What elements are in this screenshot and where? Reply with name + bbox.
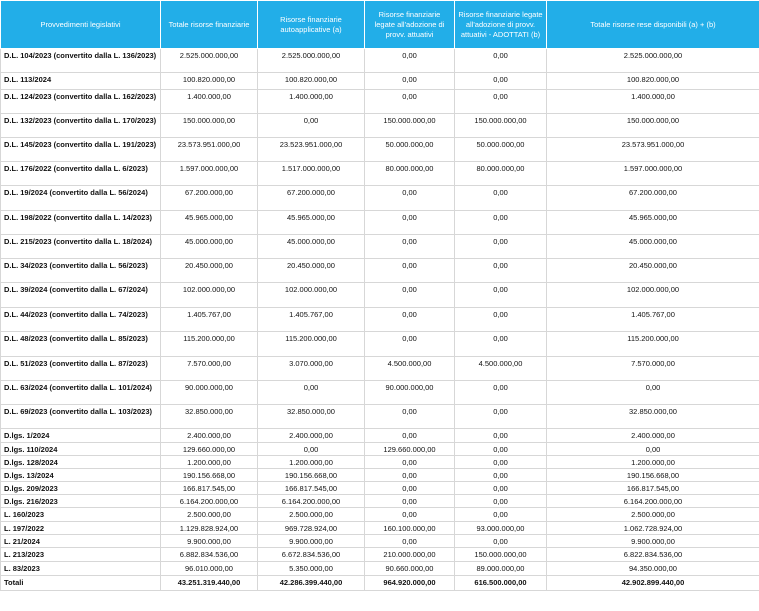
provvedimento-cell: D.L. 176/2022 (convertito dalla L. 6/2023) [1,162,161,186]
provvedimento-cell: L. 21/2024 [1,535,161,548]
value-cell: 0,00 [455,186,547,211]
value-cell: 0,00 [455,90,547,114]
provvedimento-cell: D.lgs. 13/2024 [1,469,161,482]
value-cell: 190.156.668,00 [258,469,365,482]
value-cell: 100.820.000,00 [258,73,365,90]
table-row [1,211,759,235]
value-cell: 2.525.000.000,00 [161,49,258,73]
value-cell: 969.728.924,00 [258,522,365,535]
value-cell: 2.500.000,00 [547,508,759,522]
table-row [1,381,759,405]
value-cell: 102.000.000,00 [161,283,258,308]
value-cell: 6.822.834.536,00 [547,548,759,562]
value-cell: 0,00 [365,495,455,508]
value-cell: 6.164.200.000,00 [547,495,759,508]
totals-value: 42.902.899.440,00 [547,576,759,591]
value-cell: 0,00 [365,469,455,482]
value-cell: 166.817.545,00 [547,482,759,495]
totals-label: Totali [1,576,161,591]
value-cell: 94.350.000,00 [547,562,759,576]
value-cell: 0,00 [455,308,547,332]
totals-value: 616.500.000,00 [455,576,547,591]
value-cell: 67.200.000,00 [547,186,759,211]
value-cell: 23.523.951.000,00 [258,138,365,162]
provvedimento-cell: D.L. 44/2023 (convertito dalla L. 74/2023) [1,308,161,332]
value-cell: 0,00 [365,283,455,308]
provvedimento-cell: L. 83/2023 [1,562,161,576]
value-cell: 2.500.000,00 [161,508,258,522]
value-cell: 0,00 [455,443,547,456]
value-cell: 67.200.000,00 [258,186,365,211]
value-cell: 0,00 [547,443,759,456]
value-cell: 160.100.000,00 [365,522,455,535]
provvedimento-cell: D.L. 215/2023 (convertito dalla L. 18/2024) [1,235,161,259]
value-cell: 90.000.000,00 [161,381,258,405]
table-row [1,114,759,138]
value-cell: 210.000.000,00 [365,548,455,562]
value-cell: 150.000.000,00 [547,114,759,138]
value-cell: 0,00 [455,535,547,548]
value-cell: 0,00 [365,308,455,332]
value-cell: 45.000.000,00 [258,235,365,259]
value-cell: 1.400.000,00 [161,90,258,114]
value-cell: 0,00 [455,283,547,308]
provvedimento-cell: D.L. 51/2023 (convertito dalla L. 87/2023) [1,357,161,381]
provvedimento-cell: D.L. 19/2024 (convertito dalla L. 56/2024) [1,186,161,211]
value-cell: 0,00 [258,443,365,456]
provvedimento-cell: D.L. 124/2023 (convertito dalla L. 162/2023) [1,90,161,114]
table-row [1,562,759,576]
value-cell: 129.660.000,00 [365,443,455,456]
table-row [1,443,759,456]
value-cell: 190.156.668,00 [161,469,258,482]
header-provvedimenti: Provvedimenti legislativi [1,1,161,49]
provvedimento-cell: L. 197/2022 [1,522,161,535]
table-row [1,235,759,259]
provvedimento-cell: D.L. 39/2024 (convertito dalla L. 67/2024) [1,283,161,308]
value-cell: 89.000.000,00 [455,562,547,576]
value-cell: 1.200.000,00 [161,456,258,469]
provvedimento-cell: D.lgs. 209/2023 [1,482,161,495]
provvedimento-cell: D.lgs. 216/2023 [1,495,161,508]
value-cell: 50.000.000,00 [365,138,455,162]
value-cell: 0,00 [365,405,455,429]
provvedimento-cell: D.L. 104/2023 (convertito dalla L. 136/2023) [1,49,161,73]
provvedimento-cell: D.L. 132/2023 (convertito dalla L. 170/2023) [1,114,161,138]
totals-value: 42.286.399.440,00 [258,576,365,591]
value-cell: 0,00 [455,211,547,235]
value-cell: 100.820.000,00 [161,73,258,90]
value-cell: 0,00 [365,259,455,283]
header-row [1,1,759,49]
value-cell: 0,00 [455,235,547,259]
value-cell: 0,00 [455,482,547,495]
value-cell: 7.570.000,00 [547,357,759,381]
table-row [1,357,759,381]
value-cell: 0,00 [258,381,365,405]
provvedimento-cell: D.L. 63/2024 (convertito dalla L. 101/2024) [1,381,161,405]
provvedimento-cell: D.L. 34/2023 (convertito dalla L. 56/2023) [1,259,161,283]
table-row [1,522,759,535]
provvedimento-cell: L. 213/2023 [1,548,161,562]
table-header [1,1,759,49]
value-cell: 6.882.834.536,00 [161,548,258,562]
value-cell: 0,00 [455,73,547,90]
value-cell: 2.525.000.000,00 [547,49,759,73]
provvedimento-cell: D.lgs. 1/2024 [1,429,161,443]
value-cell: 102.000.000,00 [258,283,365,308]
value-cell: 0,00 [455,381,547,405]
value-cell: 1.200.000,00 [547,456,759,469]
value-cell: 150.000.000,00 [455,114,547,138]
provvedimento-cell: D.L. 48/2023 (convertito dalla L. 85/2023) [1,332,161,357]
value-cell: 96.010.000,00 [161,562,258,576]
value-cell: 45.000.000,00 [161,235,258,259]
value-cell: 190.156.668,00 [547,469,759,482]
value-cell: 32.850.000,00 [547,405,759,429]
value-cell: 0,00 [547,381,759,405]
value-cell: 0,00 [365,235,455,259]
value-cell: 3.070.000,00 [258,357,365,381]
value-cell: 2.400.000,00 [161,429,258,443]
provvedimento-cell: D.lgs. 110/2024 [1,443,161,456]
value-cell: 32.850.000,00 [258,405,365,429]
value-cell: 1.597.000.000,00 [161,162,258,186]
header-provv-attuativi: Risorse finanziarie legate all'adozione di provv. attuativi [365,1,455,49]
value-cell: 32.850.000,00 [161,405,258,429]
value-cell: 90.660.000,00 [365,562,455,576]
value-cell: 23.573.951.000,00 [161,138,258,162]
value-cell: 93.000.000,00 [455,522,547,535]
value-cell: 0,00 [365,90,455,114]
value-cell: 1.405.767,00 [547,308,759,332]
value-cell: 90.000.000,00 [365,381,455,405]
value-cell: 0,00 [455,49,547,73]
totals-value: 43.251.319.440,00 [161,576,258,591]
provvedimento-cell: D.L. 198/2022 (convertito dalla L. 14/2023) [1,211,161,235]
value-cell: 166.817.545,00 [161,482,258,495]
value-cell: 166.817.545,00 [258,482,365,495]
value-cell: 45.000.000,00 [547,235,759,259]
value-cell: 0,00 [365,429,455,443]
provvedimento-cell: L. 160/2023 [1,508,161,522]
table-row [1,495,759,508]
table-row [1,186,759,211]
header-totale-risorse: Totale risorse finanziarie [161,1,258,49]
value-cell: 4.500.000,00 [455,357,547,381]
value-cell: 80.000.000,00 [455,162,547,186]
value-cell: 20.450.000,00 [258,259,365,283]
header-autoapplicative: Risorse finanziarie autoapplicative (a) [258,1,365,49]
value-cell: 0,00 [365,49,455,73]
table-row [1,429,759,443]
value-cell: 45.965.000,00 [258,211,365,235]
value-cell: 2.525.000.000,00 [258,49,365,73]
table-row [1,138,759,162]
value-cell: 1.405.767,00 [161,308,258,332]
value-cell: 9.900.000,00 [258,535,365,548]
value-cell: 23.573.951.000,00 [547,138,759,162]
provvedimento-cell: D.L. 113/2024 [1,73,161,90]
value-cell: 0,00 [455,259,547,283]
value-cell: 100.820.000,00 [547,73,759,90]
value-cell: 115.200.000,00 [258,332,365,357]
value-cell: 7.570.000,00 [161,357,258,381]
value-cell: 1.200.000,00 [258,456,365,469]
table-row [1,548,759,562]
value-cell: 1.597.000.000,00 [547,162,759,186]
value-cell: 0,00 [455,469,547,482]
value-cell: 0,00 [365,211,455,235]
value-cell: 45.965.000,00 [161,211,258,235]
value-cell: 129.660.000,00 [161,443,258,456]
value-cell: 150.000.000,00 [161,114,258,138]
table-row [1,405,759,429]
table-row [1,162,759,186]
table-row [1,469,759,482]
provvedimento-cell: D.L. 145/2023 (convertito dalla L. 191/2023) [1,138,161,162]
value-cell: 2.500.000,00 [258,508,365,522]
provvedimento-cell: D.L. 69/2023 (convertito dalla L. 103/2023) [1,405,161,429]
value-cell: 1.400.000,00 [258,90,365,114]
provvedimento-cell: D.lgs. 128/2024 [1,456,161,469]
value-cell: 0,00 [258,114,365,138]
value-cell: 1.517.000.000,00 [258,162,365,186]
table-row [1,49,759,73]
table-row [1,259,759,283]
value-cell: 67.200.000,00 [161,186,258,211]
value-cell: 80.000.000,00 [365,162,455,186]
table-row [1,283,759,308]
value-cell: 1.405.767,00 [258,308,365,332]
value-cell: 102.000.000,00 [547,283,759,308]
value-cell: 150.000.000,00 [455,548,547,562]
value-cell: 6.164.200.000,00 [161,495,258,508]
value-cell: 0,00 [365,73,455,90]
value-cell: 115.200.000,00 [161,332,258,357]
value-cell: 20.450.000,00 [547,259,759,283]
value-cell: 0,00 [455,332,547,357]
value-cell: 20.450.000,00 [161,259,258,283]
table-row [1,332,759,357]
value-cell: 0,00 [455,495,547,508]
value-cell: 0,00 [365,482,455,495]
value-cell: 2.400.000,00 [547,429,759,443]
value-cell: 50.000.000,00 [455,138,547,162]
value-cell: 0,00 [365,332,455,357]
value-cell: 2.400.000,00 [258,429,365,443]
value-cell: 1.062.728.924,00 [547,522,759,535]
table-row [1,482,759,495]
value-cell: 9.900.000,00 [161,535,258,548]
value-cell: 0,00 [365,186,455,211]
header-adottati: Risorse finanziarie legate all'adozione di provv. attuativi - ADOTTATI (b) [455,1,547,49]
value-cell: 0,00 [455,429,547,443]
table-row [1,308,759,332]
value-cell: 0,00 [455,456,547,469]
totals-row [1,576,759,591]
value-cell: 0,00 [365,508,455,522]
table-body [1,49,759,591]
value-cell: 0,00 [455,508,547,522]
table-row [1,73,759,90]
value-cell: 6.672.834.536,00 [258,548,365,562]
value-cell: 150.000.000,00 [365,114,455,138]
value-cell: 0,00 [365,535,455,548]
value-cell: 6.164.200.000,00 [258,495,365,508]
header-totale-disponibili: Totale risorse rese disponibili (a) + (b) [547,1,759,49]
value-cell: 115.200.000,00 [547,332,759,357]
table-row [1,456,759,469]
value-cell: 4.500.000,00 [365,357,455,381]
value-cell: 0,00 [455,405,547,429]
value-cell: 9.900.000,00 [547,535,759,548]
value-cell: 1.129.828.924,00 [161,522,258,535]
table-row [1,90,759,114]
value-cell: 1.400.000,00 [547,90,759,114]
table-row [1,535,759,548]
totals-value: 964.920.000,00 [365,576,455,591]
value-cell: 0,00 [365,456,455,469]
value-cell: 5.350.000,00 [258,562,365,576]
table-row [1,508,759,522]
value-cell: 45.965.000,00 [547,211,759,235]
